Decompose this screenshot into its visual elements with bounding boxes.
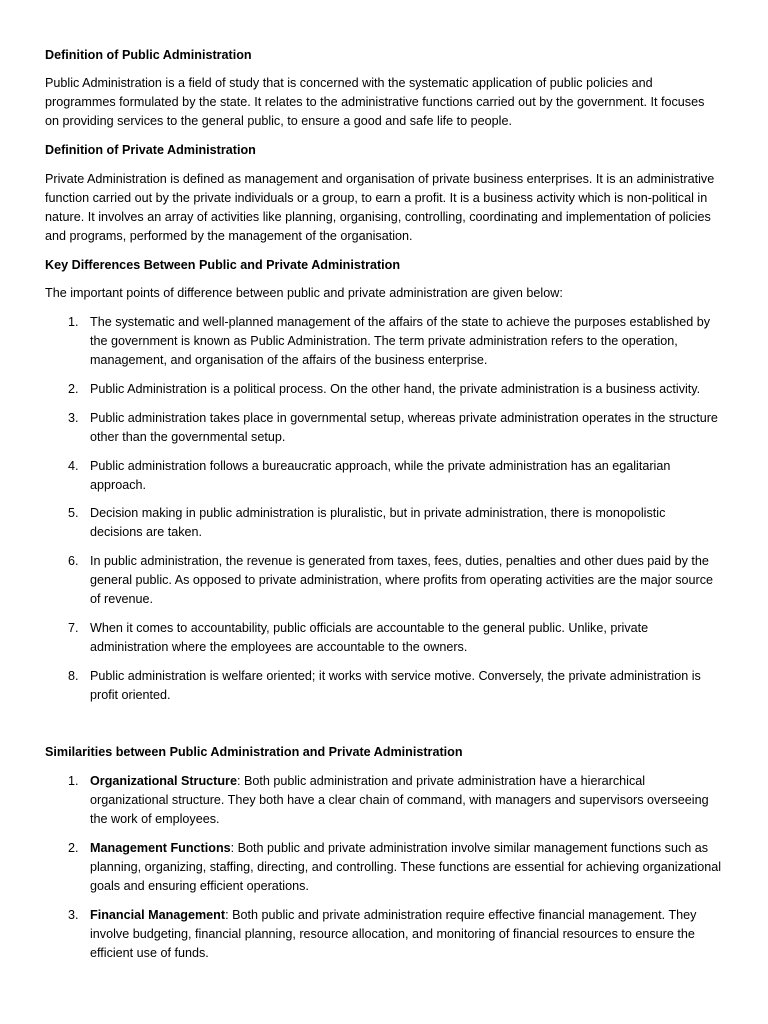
difference-item xyxy=(45,552,721,609)
list-number: 1. xyxy=(68,774,79,789)
similarity-description: : Both public and private administration require effective financial management. They involve budgeting, financial planning, resource allocation, and monitoring of financial resources to ensure the efficient use of funds. xyxy=(90,907,697,960)
difference-item xyxy=(45,313,721,370)
similarity-item xyxy=(45,839,721,896)
difference-item xyxy=(45,457,721,495)
difference-item xyxy=(45,380,721,399)
difference-item xyxy=(45,619,721,657)
list-number: 4. xyxy=(68,458,79,473)
section-key-differences xyxy=(45,256,721,705)
difference-item xyxy=(45,504,721,542)
list-number: 3. xyxy=(68,907,79,922)
section-similarities xyxy=(45,743,721,962)
similarity-description: : Both public and private administration involve similar management functions such as planning, organizing, staffing, directing, and controlling. These functions are essential for achieving organizational goals and ensuring efficient operations. xyxy=(90,841,722,894)
list-number: 2. xyxy=(68,382,79,397)
section-public-administration-definition xyxy=(45,46,721,132)
heading-similarities: Similarities between Public Administration and Private Administration xyxy=(45,745,463,760)
blank-line xyxy=(45,715,721,734)
heading-private-administration-definition: Definition of Private Administration xyxy=(45,143,256,158)
section-private-administration-definition xyxy=(45,141,721,246)
list-number: 5. xyxy=(68,506,79,521)
paragraph-private-administration-definition: Private Administration is defined as management and organisation of private business enterprises. It is an administrative function carried out by the private individuals or a group, to earn a profit. It is a business activity which is non-political in nature. It involves an array of activities like planning, organising, controlling, coordinating and implementation of policies and programs, performed by the management of the organisation. xyxy=(45,171,715,243)
similarity-item xyxy=(45,772,721,829)
list-item-text: Public Administration is a political process. On the other hand, the private administration is a business activity. xyxy=(90,382,701,397)
list-number: 6. xyxy=(68,554,79,569)
similarities-list xyxy=(45,772,721,963)
paragraph-public-administration-definition: Public Administration is a field of study that is concerned with the systematic application of public policies and programmes formulated by the state. It relates to the administrative functions carried out by the government. It focuses on providing services to the general public, to ensure a good and safe life to people. xyxy=(45,76,705,129)
list-number: 7. xyxy=(68,621,79,636)
list-item-text: Decision making in public administration is pluralistic, but in private administration, there is monopolistic decisions are taken. xyxy=(90,506,666,540)
difference-item xyxy=(45,409,721,447)
list-item-text: When it comes to accountability, public officials are accountable to the general public. Unlike, private administration where the employees are accountable to the owners. xyxy=(90,621,649,655)
list-number: 3. xyxy=(68,410,79,425)
differences-list xyxy=(45,313,721,705)
similarity-description: : Both public administration and private administration have a hierarchical organizational structure. They both have a clear chain of command, with managers and supervisors overseeing the work of employees. xyxy=(90,774,709,827)
heading-key-differences: Key Differences Between Public and Private Administration xyxy=(45,257,401,272)
list-item-text: Public administration is welfare oriented; it works with service motive. Conversely, the private administration is profit oriented. xyxy=(90,668,701,702)
list-item-text: Public administration takes place in governmental setup, whereas private administration operates in the structure other than the governmental setup. xyxy=(90,410,718,444)
list-item-text: The systematic and well-planned management of the affairs of the state to achieve the purposes established by the government is known as Public Administration. The term private administration refers to the operation, management, and organisation of the affairs of the business enterprise. xyxy=(90,315,711,368)
similarity-term: Organizational Structure xyxy=(90,774,237,789)
list-number: 8. xyxy=(68,668,79,683)
similarity-item xyxy=(45,906,721,963)
paragraph-differences-intro: The important points of difference between public and private administration are given below: xyxy=(45,286,563,301)
heading-public-administration-definition: Definition of Public Administration xyxy=(45,47,252,62)
list-number: 2. xyxy=(68,841,79,856)
similarity-term: Financial Management xyxy=(90,907,226,922)
list-number: 1. xyxy=(68,315,79,330)
difference-item xyxy=(45,667,721,705)
list-item-text: Public administration follows a bureaucratic approach, while the private administration has an egalitarian approach. xyxy=(90,458,671,492)
similarity-term: Management Functions xyxy=(90,841,231,856)
list-item-text: In public administration, the revenue is generated from taxes, fees, duties, penalties and other dues paid by the general public. As opposed to private administration, where profits from operating activities are the major source of revenue. xyxy=(90,554,714,607)
